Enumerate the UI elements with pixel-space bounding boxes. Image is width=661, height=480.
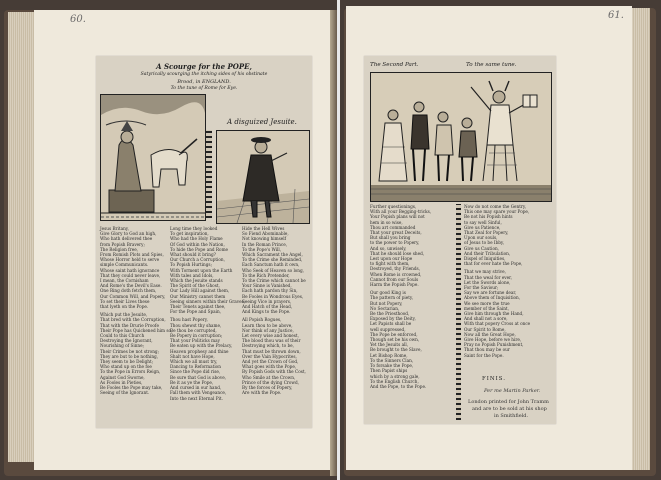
verse-line: Since the Pope did rise,	[170, 369, 221, 375]
verse-line: Who Smile at the Crown,	[242, 374, 296, 380]
verse-line: To the Sinners Clan,	[370, 357, 414, 363]
verse-line: To the Pope's Will,	[242, 246, 282, 252]
gutter-shadow	[330, 10, 337, 476]
ornament-border	[456, 204, 461, 420]
ballad-column-1	[100, 226, 173, 424]
verse-line: Pray no Popish Punishment,	[464, 342, 524, 348]
verse-line: With that popery Cross at once	[464, 321, 531, 327]
verse-line: Now do not come the Gentry,	[464, 204, 527, 209]
ornament-border	[206, 130, 212, 218]
verse-line: Prince of the dying Crowd,	[242, 379, 300, 385]
verse-line: Be brought to the Slave,	[370, 347, 422, 353]
verse-line: Be Popery in corruption;	[170, 333, 223, 339]
verse-line: All Popish Rogues,	[242, 317, 282, 323]
verse-line: Who Seek of Heaven so long,	[242, 267, 305, 273]
verse-line: For the Saviour;	[464, 285, 499, 291]
verse-line: To Popish Hurtings;	[170, 262, 212, 268]
verse-line: As Fooles in Pieties,	[100, 379, 143, 385]
jesuite-caption: A disguized Jesuite.	[227, 118, 297, 126]
verse-line: Be eaten up with the Prelacy,	[170, 343, 233, 349]
verse-line: which by a strong gale,	[370, 373, 420, 379]
page-number: 61.	[608, 10, 624, 21]
verse-line: In the Roman Prince,	[242, 241, 288, 247]
verse-line: Give us Patience,	[464, 224, 501, 230]
verse-line: To the Crime she Reminded,	[242, 257, 303, 263]
verse-line: That he should lose shed,	[370, 250, 425, 256]
second-part-header: The Second Part.	[370, 62, 419, 68]
verse-line: Which Sacrament the Angel,	[242, 252, 303, 258]
verse-line: Though set be his own,	[370, 337, 420, 343]
ballad-column-2	[170, 226, 246, 424]
same-tune-header: To the same tune.	[466, 62, 517, 68]
ballad-title: A Scourge for the POPE,	[156, 62, 252, 71]
verse-line: The blood thou was of their	[242, 338, 301, 344]
verse-line: member of the Saint,	[464, 305, 509, 311]
verse-line: I mean, the Cornisham	[100, 278, 149, 284]
verse-line: Thou shewst thy shame,	[170, 322, 222, 328]
verse-line: Then Papist ships	[370, 368, 408, 374]
ballad-column-3	[242, 226, 308, 396]
verse-line: Whose Horror held to serve	[100, 257, 160, 263]
woodcut-procession	[370, 72, 552, 202]
verse-line: And Hatch of the Head,	[242, 304, 293, 310]
ballad-subtitle-1: Satyrically scourging the itching sides of his obstinate	[140, 72, 268, 77]
verse-line: Exposed by the Deity,	[370, 316, 416, 322]
verse-line: For the Pope and Spain,	[170, 309, 221, 315]
page-number: 60.	[70, 14, 86, 25]
verse-line: To the Pope in Errors Reign,	[100, 369, 161, 375]
verse-line: That the weal for ever,	[464, 274, 513, 280]
verse-line: Heaven prophesy and thine	[170, 348, 229, 354]
verse-line: Cannot from our Souls	[370, 276, 419, 282]
verse-line: With all your Begging-tricks,	[370, 209, 432, 215]
verse-line: Say we are fortune dear,	[464, 290, 517, 296]
verse-line: Be thou be corrupted,	[170, 327, 217, 333]
verse-line: And Rome's the Devil's Ease.	[100, 283, 162, 289]
verse-line: Saint for the Pope.	[464, 352, 504, 358]
verse-line: Destroying the Ignorant,	[100, 338, 153, 344]
verse-line: Fall them with Vengeance,	[170, 390, 227, 396]
verse-line: Above them of Inquisition,	[464, 295, 521, 301]
verse-line: Give him through the Hand,	[464, 311, 524, 317]
verse-line: This one may spare your Pope,	[464, 209, 530, 215]
verse-line: Dancing to Reformation	[170, 364, 221, 370]
woodcut-pope-unicorn-image	[101, 95, 205, 220]
verse-line: That bred with the Corruption,	[100, 317, 166, 323]
broadside-sheet	[96, 56, 312, 428]
verse-line: Upon our souls,	[464, 235, 498, 241]
verse-line: With Torment upon the Earth	[170, 267, 233, 273]
verse-line: The Pope be enforced,	[370, 331, 418, 337]
verse-line: The pattern of piety,	[370, 295, 414, 301]
verse-line: That Zeal for Popery,	[464, 230, 509, 236]
verse-line: They are but to be nothing,	[100, 353, 159, 359]
verse-line: Seeing sinners within their Graves,	[170, 298, 246, 304]
verse-line: That your great Deceits,	[370, 230, 422, 236]
verse-line: from Popish Bravery;	[100, 241, 145, 247]
woodcut-jesuite-image	[217, 131, 309, 223]
verse-line: The Religion free,	[100, 246, 139, 252]
verse-line: Let the Swords alone,	[464, 279, 511, 285]
verse-line: Your Popish plans will not	[370, 214, 425, 220]
verse-line: Our Spirit to Rome,	[464, 326, 506, 332]
verse-line: That your Politicks may	[170, 338, 220, 344]
verse-line: They seem to be Delight;	[100, 359, 154, 365]
verse-line: That they could never leave,	[100, 272, 161, 278]
verse-line: Into the next Eternal Pit.	[170, 395, 223, 401]
verse-line: Harm the Popish Pope.	[370, 282, 419, 288]
verse-line: Be not his Popish hints	[464, 214, 513, 220]
imprint-line-2: and are to be sold at his shop	[472, 406, 547, 412]
verse-line: Be it as ye the Pope,	[170, 379, 214, 385]
verse-line: Who hath delivered thee	[100, 236, 153, 242]
ballad-column-1	[370, 204, 454, 420]
verse-line: Hide the Hell Wives	[242, 226, 285, 231]
verse-line: We see more the true	[464, 300, 510, 306]
verse-line: to the power to Popery,	[370, 240, 420, 246]
woodcut-jesuite	[216, 130, 310, 224]
verse-line: hem in so wise,	[370, 219, 403, 225]
verse-line: That thou may be our	[464, 347, 510, 353]
verse-line: Lest upon our Hope	[370, 256, 413, 262]
verse-line: that lyeth on the Pope.	[100, 304, 149, 310]
verse-line: Who stand up on the foe	[100, 364, 152, 370]
ballad-subtitle-2: Brood, in ENGLAND.	[177, 79, 231, 85]
verse-line: Which the Jesuite stands	[170, 278, 223, 284]
verse-line: to say well Sinful,	[464, 219, 502, 225]
verse-line: Over the Vain Hypocrites,	[242, 353, 297, 359]
verse-line: Thou art commanded	[370, 224, 416, 230]
right-book-view	[340, 0, 661, 480]
verse-line: To the Crime which cannot be	[242, 278, 306, 284]
verse-line: But shall you bring	[370, 235, 411, 241]
verse-line: Nourishing of Sinne;	[100, 343, 145, 349]
verse-line: Who had the Holy Flame	[170, 236, 223, 242]
verse-line: Their Tenets against thee,	[170, 304, 226, 310]
woodcut-pope-unicorn	[100, 94, 206, 221]
verse-line: To the English Church,	[370, 378, 419, 384]
author-signature: Per me Martin Parker.	[484, 388, 541, 394]
verse-line: What should it bring?	[170, 252, 216, 258]
verse-line: To hide the Pope and Rome	[170, 246, 229, 252]
tune-line: To the tune of Rome for Eye.	[170, 86, 238, 91]
verse-line: Our good King is	[370, 290, 406, 296]
left-page	[34, 10, 334, 470]
verse-line: Be Fooles the Pope may take,	[100, 385, 163, 391]
verse-line: Our Lady Hill against them,	[170, 288, 230, 294]
verse-line: Jesus Britany,	[100, 226, 129, 231]
verse-line: Destroying which, to be,	[242, 343, 294, 349]
verse-line: Yet the Jesuits all,	[370, 342, 409, 348]
verse-line: Against God Sworne,	[100, 374, 145, 380]
verse-line: Give Glory to God an high,	[100, 231, 157, 237]
verse-line: Whose saint hath ignorance	[100, 267, 160, 273]
verse-line: With tales and Idols,	[170, 272, 214, 278]
verse-line: Destroyed, thy Friends,	[370, 266, 421, 272]
verse-line: Each Sanctum hath it own,	[242, 262, 300, 268]
verse-line: Our Church a Corruption,	[170, 257, 225, 263]
verse-line: By Popish Gods with the Cost,	[242, 369, 306, 375]
verse-line: Let every wise and honest,	[242, 333, 299, 339]
verse-line: What goes with the Pope,	[242, 364, 297, 370]
verse-line: That with the Drurie Proofe	[100, 322, 159, 328]
verse-line: Be the Priesthood,	[370, 311, 410, 317]
verse-line: Dispel of Iniquities,	[464, 256, 506, 262]
verse-line: And the Pope, to the Pope.	[370, 383, 427, 389]
woodcut-procession-image	[371, 73, 551, 201]
verse-line: And Kings to the Pope.	[242, 309, 291, 315]
verse-line: Seeing Vice in prayers,	[242, 298, 292, 304]
verse-line: Shalt not have Hope,	[170, 353, 215, 359]
verse-line: But not Popery,	[370, 300, 403, 306]
imprint-line-3: in Smithfield.	[494, 413, 529, 419]
verse-line: Nor think of any Justice,	[242, 327, 294, 333]
verse-line: Let Bishop Rome,	[370, 352, 408, 358]
verse-line: well suppressed,	[370, 326, 406, 332]
verse-line: When Rome is crowned,	[370, 271, 422, 277]
verse-line: Our Common Will, and Popery,	[100, 293, 166, 299]
verse-line: Long time they looked	[170, 226, 218, 231]
verse-line: that for ever hate the Pope,	[464, 261, 523, 267]
verse-line: Learn thou to be above,	[242, 322, 293, 328]
verse-line: Each hath pardon thy Sin,	[242, 288, 298, 294]
verse-line: Further questionings,	[370, 204, 417, 209]
verse-line: And cursed in our hand,	[170, 385, 222, 391]
verse-line: Which we all must try,	[170, 359, 218, 365]
verse-line: So Fiend Abominable,	[242, 231, 289, 237]
verse-line: Not knowing himself	[242, 236, 287, 242]
verse-line: And yet the Crown of God,	[242, 359, 299, 365]
verse-line: of Jesus to be Ibby,	[464, 240, 505, 246]
verse-line: By the forces of Popery,	[242, 385, 293, 391]
verse-line: Be sure that God is above,	[170, 374, 227, 380]
verse-line: Which put the Jesuite,	[100, 312, 148, 318]
verse-line: simple Communicants.	[100, 262, 149, 268]
verse-line: That we may strive,	[464, 269, 506, 275]
imprint-line-1: London printed for John Tramm	[468, 399, 549, 405]
verse-line: Our Ministry cannot them	[170, 293, 226, 299]
verse-line: That must be thrown down,	[242, 348, 301, 354]
ballad-column-2	[464, 204, 550, 374]
right-page	[346, 6, 632, 470]
verse-line: Their Pope has Quickened him so,	[100, 327, 173, 333]
verse-line: To the Rich Pretender,	[242, 272, 290, 278]
verse-line: Now all the Great Hope,	[464, 331, 516, 337]
verse-line: Are with the Pope.	[242, 390, 282, 396]
verse-line: Thou hast Popery,	[170, 317, 208, 323]
verse-line: Their Crimes be not strong;	[100, 348, 159, 354]
finis-mark: FINIS.	[482, 376, 506, 382]
verse-line: To set their Lives these	[100, 298, 150, 304]
verse-line: Your Sinne is Vanished,	[242, 283, 292, 289]
broadside-sheet	[364, 56, 556, 424]
verse-line: Give us Caution,	[464, 245, 500, 251]
verse-line: And so, unwisely,	[370, 245, 407, 251]
verse-line: Give Hope, before we hire,	[464, 337, 522, 343]
verse-line: The Spirit of the Ghost,	[170, 283, 220, 289]
verse-line: No Sectarian,	[370, 305, 400, 311]
verse-line: And their Tribulation,	[464, 250, 511, 256]
verse-line: Let Papists shall be	[370, 321, 412, 327]
verse-line: From Romish Plots and Spies,	[100, 252, 164, 258]
verse-line: To forsake the Pope,	[370, 363, 414, 369]
verse-line: And shall not a sore,	[464, 316, 508, 322]
verse-line: to fight with them,	[370, 261, 410, 267]
verse-line: Could to this Church	[100, 333, 145, 339]
page-edges	[632, 8, 650, 470]
verse-line: One Ring doth fetch them,	[100, 288, 157, 294]
verse-line: Be Fooles in Wondrous Eyes,	[242, 293, 304, 299]
verse-line: To get inspiration,	[170, 231, 209, 237]
verse-line: Seeing of the Ignorant.	[100, 390, 150, 396]
verse-line: Of God within the Nation,	[170, 241, 225, 247]
